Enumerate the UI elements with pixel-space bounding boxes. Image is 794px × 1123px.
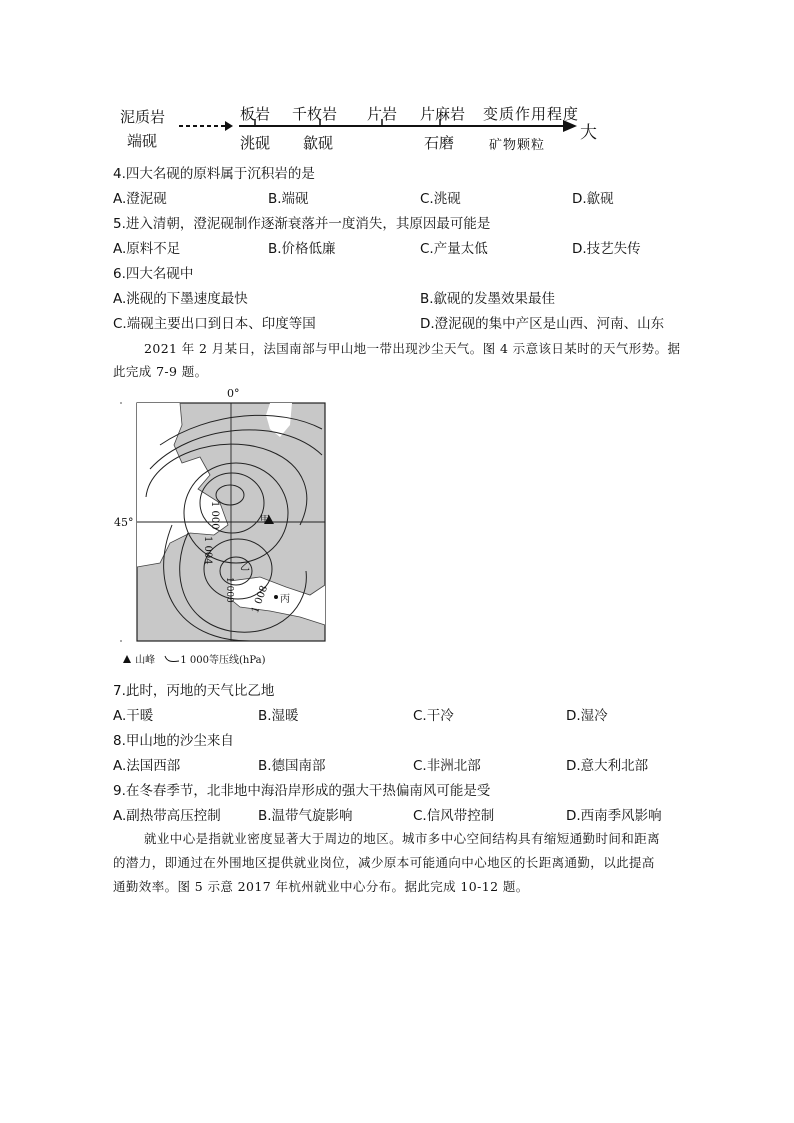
option-a: A.洮砚的下墨速度最快: [113, 291, 248, 307]
option-a: A.原料不足: [113, 241, 181, 257]
question-stem: 9.在冬春季节，北非地中海沿岸形成的强大干热偏南风可能是受: [113, 783, 491, 799]
label-she-ink-stone: 歙砚: [303, 134, 334, 152]
isobar-label: 1 004: [202, 536, 213, 565]
legend-peak-icon: [122, 654, 132, 664]
passage-line: 此完成 7-9 题。: [113, 364, 208, 379]
option-d: D.澄泥砚的集中产区是山西、河南、山东: [420, 316, 665, 332]
option-b: B.歙砚的发墨效果最佳: [420, 291, 556, 307]
passage-line: 2021 年 2 月某日，法国南部与甲山地一带出现沙尘天气。图 4 示意该日某时的天气形势。据: [144, 341, 681, 356]
option-b: B.德国南部: [258, 758, 326, 774]
longitude-label: 0°: [227, 387, 240, 400]
question-stem: 4.四大名砚的原料属于沉积岩的是: [113, 166, 315, 182]
label-duan-ink-stone: 端砚: [127, 132, 158, 150]
option-c: C.产量太低: [420, 241, 488, 257]
legend-isobar-value: 1 000: [180, 655, 210, 666]
option-b: B.价格低廉: [268, 241, 336, 257]
weather-map: [110, 385, 340, 675]
point-bing: [274, 595, 278, 599]
legend-isobar-label: 等压线(hPa): [209, 655, 266, 666]
weather-map-figure: [110, 385, 340, 675]
option-a: A.澄泥砚: [113, 191, 167, 207]
place-jia: 甲: [260, 515, 270, 526]
passage-line: 就业中心是指就业密度显著大于周边的地区。城市多中心空间结构具有缩短通勤时间和距离: [144, 831, 661, 846]
option-b: B.温带气旋影响: [258, 808, 353, 824]
option-b: B.湿暖: [258, 708, 299, 724]
place-bing: 丙: [280, 594, 290, 605]
option-d: D.歙砚: [572, 191, 614, 207]
isobar-label: 1 000: [224, 577, 234, 603]
passage-line: 通勤效率。图 5 示意 2017 年杭州就业中心分布。据此完成 10-12 题。: [113, 879, 529, 894]
option-d: D.西南季风影响: [566, 808, 662, 824]
passage-line: 的潜力，即通过在外围地区提供就业岗位，减少原本可能通向中心地区的长距离通勤，以此提高: [113, 855, 655, 870]
question-stem: 6.四大名砚中: [113, 266, 194, 282]
label-tao-ink-stone: 洮砚: [240, 134, 271, 152]
option-a: A.干暖: [113, 708, 154, 724]
map-legend: [122, 651, 266, 666]
place-yi: 乙: [240, 562, 250, 573]
isobar-label: 1 008: [250, 584, 271, 615]
option-c: C.非洲北部: [413, 758, 481, 774]
question-stem: 5.进入清朝，澄泥砚制作逐渐衰落并一度消失，其原因最可能是: [113, 216, 491, 232]
isobar-label: 1 000: [209, 501, 220, 530]
option-d: D.湿冷: [566, 708, 608, 724]
label-phyllite: 千枚岩: [292, 105, 338, 123]
option-c: C.干冷: [413, 708, 454, 724]
label-grindstone: 石磨: [424, 134, 455, 152]
legend-isobar-icon: [164, 654, 180, 664]
option-a: A.法国西部: [113, 758, 181, 774]
option-c: C.端砚主要出口到日本、印度等国: [113, 316, 316, 332]
option-d: D.技艺失传: [572, 241, 641, 257]
label-large: 大: [580, 123, 597, 143]
legend-peak-label: 山峰: [135, 655, 156, 666]
label-mudstone: 泥质岩: [120, 108, 166, 126]
option-b: B.端砚: [268, 191, 309, 207]
label-gneiss: 片麻岩: [420, 105, 466, 123]
label-metamorphism-degree: 变质作用程度: [483, 105, 580, 123]
option-d: D.意大利北部: [566, 758, 649, 774]
label-slate: 板岩: [240, 105, 271, 123]
option-c: C.信风带控制: [413, 808, 495, 824]
question-stem: 7.此时，丙地的天气比乙地: [113, 683, 275, 699]
option-a: A.副热带高压控制: [113, 808, 221, 824]
label-mineral-grain: 矿物颗粒: [489, 138, 546, 153]
latitude-label: 45°: [114, 516, 134, 529]
label-schist: 片岩: [367, 105, 398, 123]
question-stem: 8.甲山地的沙尘来自: [113, 733, 234, 749]
option-c: C.洮砚: [420, 191, 461, 207]
